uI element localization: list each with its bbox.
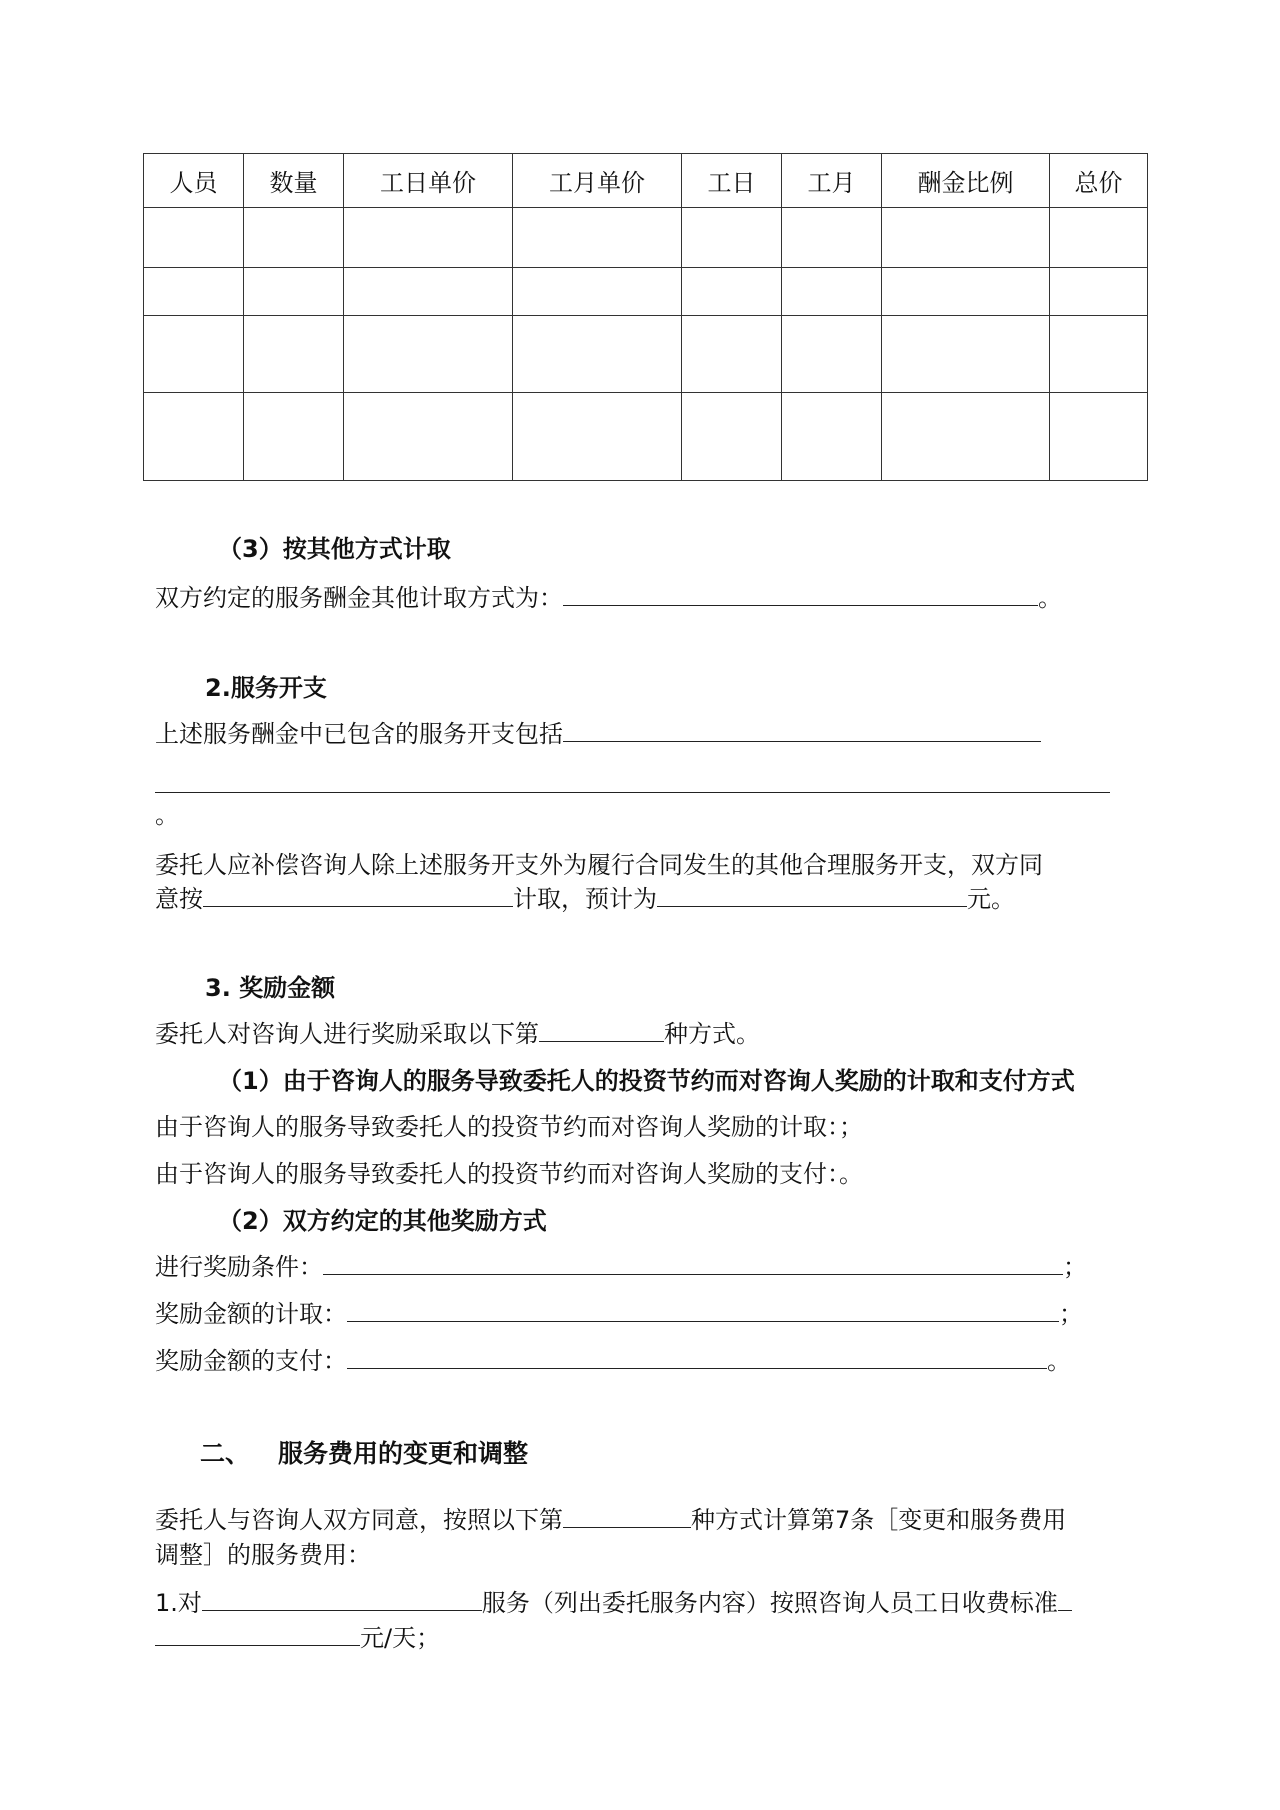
text-span: 种方式。 bbox=[664, 1020, 760, 1048]
table-cell bbox=[882, 268, 1050, 316]
reward-subheading-2: （2）双方约定的其他奖励方式 bbox=[218, 1207, 547, 1235]
text-span: 服务（列出委托服务内容）按照咨询人员工日收费标准 bbox=[481, 1589, 1058, 1617]
table-row bbox=[144, 316, 1148, 393]
expense-included-label: 上述服务酬金中已包含的服务开支包括 bbox=[155, 720, 563, 748]
adjust-paragraph-line2: 调整］的服务费用： bbox=[155, 1541, 371, 1569]
reward-intro-line bbox=[155, 1017, 760, 1051]
table-cell bbox=[1050, 393, 1148, 481]
table-cell bbox=[513, 393, 682, 481]
table-cell bbox=[782, 393, 882, 481]
table-cell bbox=[344, 393, 513, 481]
other-method-line bbox=[155, 581, 1062, 615]
expense-continuation-blank[interactable] bbox=[155, 768, 1110, 793]
reward-amount-pay-blank[interactable] bbox=[347, 1344, 1047, 1369]
table-cell bbox=[1050, 268, 1148, 316]
table-cell bbox=[344, 316, 513, 393]
expense-method-blank[interactable] bbox=[203, 882, 513, 907]
adjust-method-number-blank[interactable] bbox=[563, 1503, 691, 1528]
text-span: 意按 bbox=[155, 885, 203, 913]
text-span: 委托人与咨询人双方同意，按照以下第 bbox=[155, 1506, 563, 1534]
table-cell bbox=[513, 316, 682, 393]
table-cell bbox=[244, 268, 344, 316]
reward-subheading-1: （1）由于咨询人的服务导致委托人的投资节约而对咨询人奖励的计取和支付方式 bbox=[218, 1067, 1075, 1095]
table-cell bbox=[682, 393, 782, 481]
subsection-heading-other-method: （3）按其他方式计取 bbox=[218, 535, 451, 563]
header-cell: 工月 bbox=[782, 154, 882, 208]
table-cell bbox=[782, 316, 882, 393]
expense-line-end: 。 bbox=[155, 801, 179, 829]
text-span: 进行奖励条件： bbox=[155, 1253, 323, 1281]
text-span: 元/天； bbox=[360, 1624, 441, 1652]
header-cell: 数量 bbox=[244, 154, 344, 208]
expense-paragraph-line1: 委托人应补偿咨询人除上述服务开支外为履行合同发生的其他合理服务开支，双方同 bbox=[155, 851, 1043, 879]
reward-pay-line: 由于咨询人的服务导致委托人的投资节约而对咨询人奖励的支付：。 bbox=[155, 1160, 863, 1188]
table-cell bbox=[882, 316, 1050, 393]
table-row bbox=[144, 393, 1148, 481]
reward-condition-blank[interactable] bbox=[323, 1250, 1063, 1275]
text-span: ； bbox=[1059, 1300, 1083, 1328]
table-cell bbox=[782, 208, 882, 268]
text-span: 委托人对咨询人进行奖励采取以下第 bbox=[155, 1020, 539, 1048]
table-row bbox=[144, 208, 1148, 268]
table-cell bbox=[144, 208, 244, 268]
expense-paragraph-line2 bbox=[155, 882, 1015, 916]
chapter-title: 服务费用的变更和调整 bbox=[278, 1439, 529, 1468]
line-end-punct: 。 bbox=[1038, 584, 1062, 612]
service-content-blank[interactable] bbox=[202, 1586, 482, 1611]
other-method-label: 双方约定的服务酬金其他计取方式为： bbox=[155, 584, 563, 612]
table-cell bbox=[882, 393, 1050, 481]
table-cell bbox=[882, 208, 1050, 268]
text-span: 奖励金额的支付： bbox=[155, 1347, 347, 1375]
table-cell bbox=[144, 393, 244, 481]
table-cell bbox=[144, 268, 244, 316]
table-cell bbox=[682, 268, 782, 316]
table-cell bbox=[1050, 208, 1148, 268]
text-span: 元。 bbox=[967, 885, 1015, 913]
daily-rate-blank[interactable] bbox=[155, 1621, 360, 1646]
other-method-blank[interactable] bbox=[563, 581, 1038, 606]
table-header-row bbox=[144, 154, 1148, 208]
table-cell bbox=[782, 268, 882, 316]
section-heading-service-expense: 2.服务开支 bbox=[205, 674, 327, 702]
table-cell bbox=[344, 208, 513, 268]
header-cell: 工日单价 bbox=[344, 154, 513, 208]
expense-included-line bbox=[155, 717, 1041, 751]
expense-estimate-blank[interactable] bbox=[657, 882, 967, 907]
expense-included-blank[interactable] bbox=[563, 717, 1041, 742]
header-cell: 工月单价 bbox=[513, 154, 682, 208]
adjust-item1-line2 bbox=[155, 1621, 440, 1655]
reward-condition-line bbox=[155, 1250, 1087, 1284]
text-span: 奖励金额的计取： bbox=[155, 1300, 347, 1328]
adjust-paragraph-line1 bbox=[155, 1503, 1066, 1537]
table-cell bbox=[144, 316, 244, 393]
text-span: 计取，预计为 bbox=[513, 885, 657, 913]
reward-amount-calc-blank[interactable] bbox=[347, 1297, 1059, 1322]
text-span: 。 bbox=[1047, 1347, 1071, 1375]
table-cell bbox=[1050, 316, 1148, 393]
fee-table bbox=[143, 153, 1148, 481]
text-span: 1.对 bbox=[155, 1589, 202, 1617]
table-row bbox=[144, 268, 1148, 316]
chapter-number: 二、 bbox=[200, 1439, 251, 1468]
table-cell bbox=[682, 208, 782, 268]
table-cell bbox=[513, 268, 682, 316]
reward-amount-calc-line bbox=[155, 1297, 1083, 1331]
table-cell bbox=[344, 268, 513, 316]
table-cell bbox=[244, 316, 344, 393]
daily-rate-blank-start[interactable] bbox=[1058, 1586, 1072, 1611]
table-cell bbox=[682, 316, 782, 393]
expense-continuation-line bbox=[155, 768, 1110, 802]
text-span: 种方式计算第7条［变更和服务费用 bbox=[691, 1506, 1067, 1534]
table-cell bbox=[244, 208, 344, 268]
adjust-item1-line1 bbox=[155, 1586, 1072, 1620]
text-span: ； bbox=[1063, 1253, 1087, 1281]
section-heading-reward: 3. 奖励金额 bbox=[205, 974, 336, 1002]
table-cell bbox=[244, 393, 344, 481]
table-cell bbox=[513, 208, 682, 268]
reward-amount-pay-line bbox=[155, 1344, 1071, 1378]
reward-method-number-blank[interactable] bbox=[539, 1017, 664, 1042]
header-cell: 人员 bbox=[144, 154, 244, 208]
header-cell: 总价 bbox=[1050, 154, 1148, 208]
reward-calc-line: 由于咨询人的服务导致委托人的投资节约而对咨询人奖励的计取：； bbox=[155, 1113, 863, 1141]
header-cell: 工日 bbox=[682, 154, 782, 208]
header-cell: 酬金比例 bbox=[882, 154, 1050, 208]
